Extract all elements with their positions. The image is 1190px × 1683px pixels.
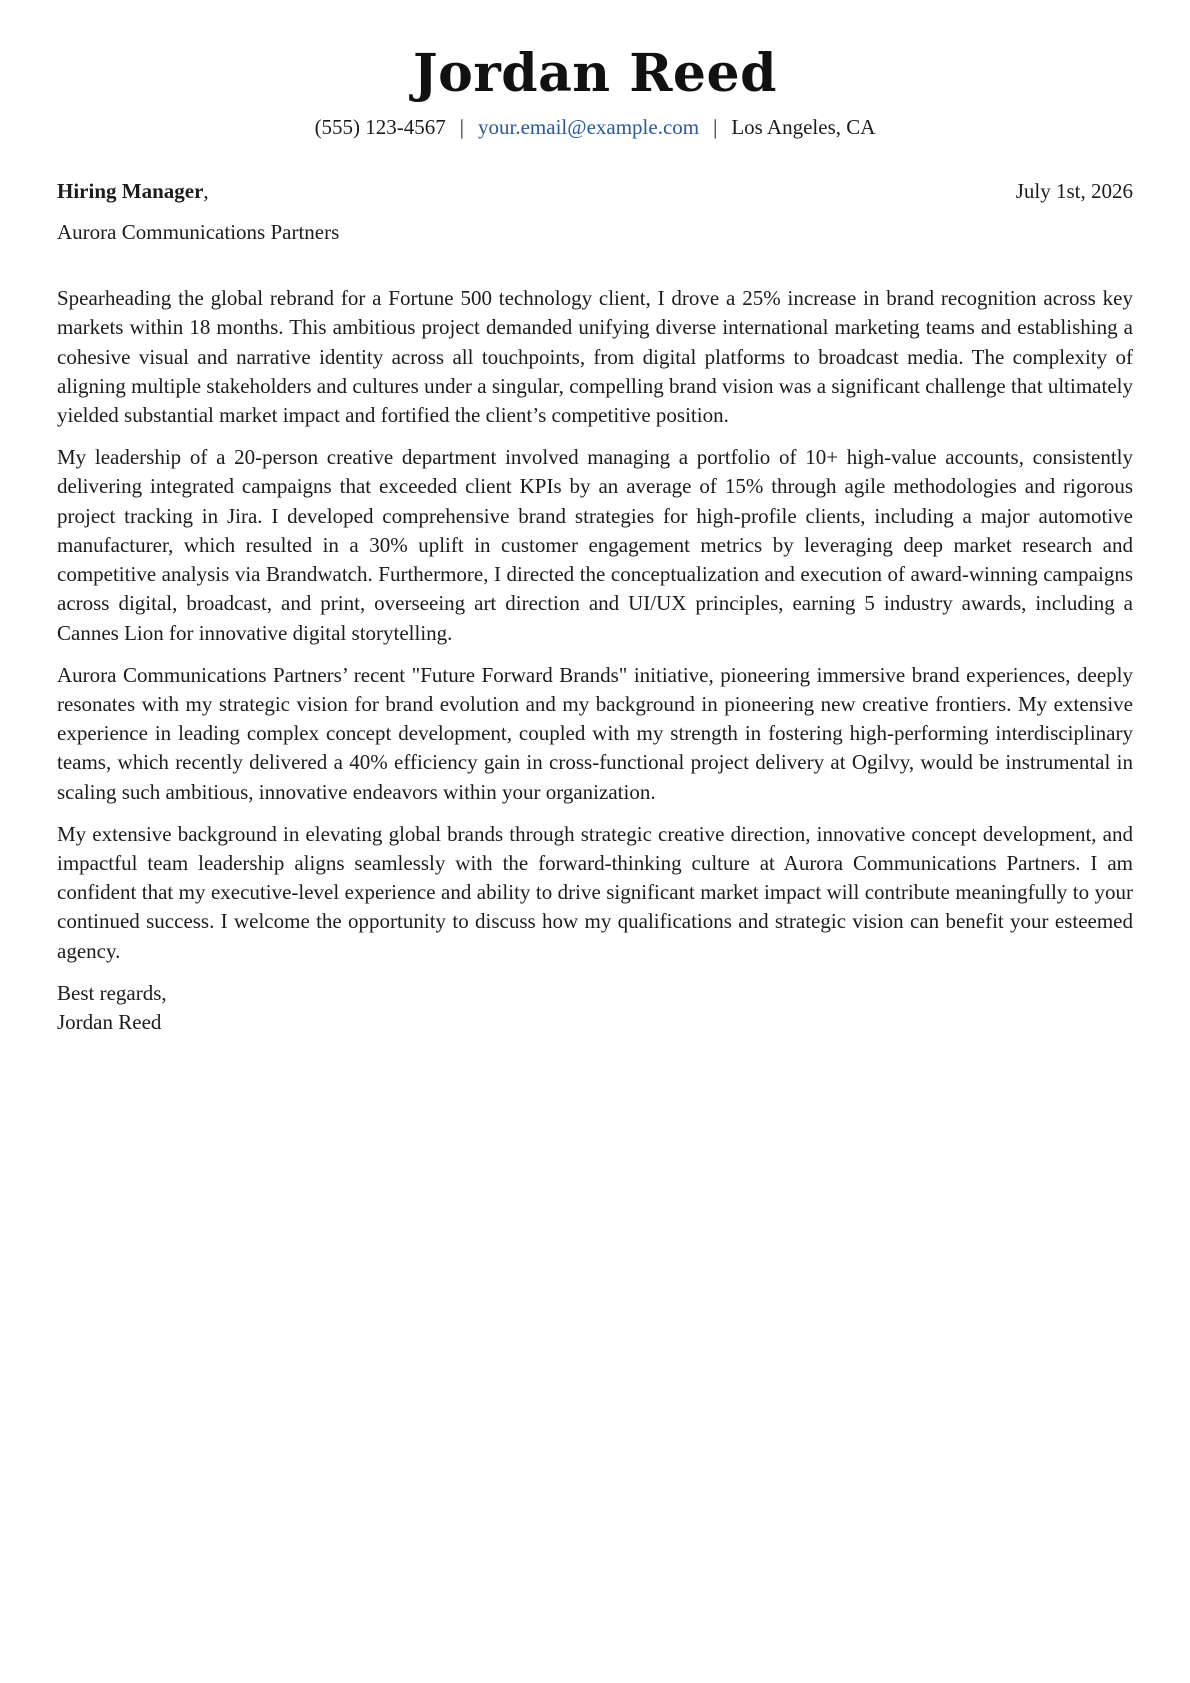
letter-date: July 1st, 2026 — [1015, 179, 1133, 203]
recipient-name-comma: , — [203, 179, 209, 203]
contact-separator: | — [713, 115, 718, 139]
sender-name: Jordan Reed — [413, 43, 777, 104]
contact-separator: | — [459, 115, 465, 139]
recipient-name: Hiring Manager — [57, 179, 204, 203]
phone-number: (555) 123-4567 — [314, 115, 446, 139]
location: Los Angeles, CA — [731, 115, 876, 139]
closing-signature: Jordan Reed — [57, 1009, 162, 1034]
closing-salutation: Best regards, — [57, 980, 167, 1005]
recipient-company: Aurora Communications Partners — [57, 220, 340, 244]
body-paragraph: Aurora Communications Partners’ recent "Future Forward Brands" initiative, pioneering immersive brand experiences, deeply resonates with my strategic vision for brand evolution and my background in pioneering new creative frontiers. My extensive experience in leading complex concept development, coupled with my strength in fostering high-performing interdisciplinary teams, which recently delivered a 40% efficiency gain in cross-functional project delivery at Ogilvy, would be instrumental in scaling such ambitious, innovative endeavors within your organization. — [57, 662, 1133, 804]
contact-line — [57, 114, 1133, 140]
closing — [57, 979, 1133, 1038]
body-paragraph: My extensive background in elevating global brands through strategic creative direction, innovative concept development, and impactful team leadership aligns seamlessly with the forward-thinking culture at Aurora Communications Partners. I am confident that my executive-level experience and ability to drive significant market impact will contribute meaningfully to your continued success. I welcome the opportunity to discuss how my qualifications and strategic vision can benefit your esteemed agency. — [57, 821, 1133, 963]
body-paragraph: Spearheading the global rebrand for a Fortune 500 technology client, I drove a 25% increase in brand recognition across key markets within 18 months. This ambitious project demanded unifying diverse international marketing teams and establishing a cohesive visual and narrative identity across all touchpoints, from digital platforms to broadcast media. The complexity of aligning multiple stakeholders and cultures under a singular, compelling brand vision was a significant challenge that ultimately yielded substantial market impact and fortified the client’s competitive position. — [57, 286, 1133, 428]
email-link[interactable]: your.email@example.com — [478, 115, 700, 139]
body-paragraph: My leadership of a 20-person creative department involved managing a portfolio of 10+ high-value accounts, consistently delivering integrated campaigns that exceeded client KPIs by an average of 15% through agile methodologies and rigorous project tracking in Jira. I developed comprehensive brand strategies for high-profile clients, including a major automotive manufacturer, which resulted in a 30% uplift in customer engagement metrics by leveraging deep market research and competitive analysis via Brandwatch. Furthermore, I directed the conceptualization and execution of award-winning campaigns across digital, broadcast, and print, overseeing art direction and UI/UX principles, earning 5 industry awards, including a Cannes Lion for innovative digital storytelling. — [57, 444, 1133, 645]
recipient-row — [57, 178, 1133, 204]
letter-body — [57, 284, 1133, 1037]
